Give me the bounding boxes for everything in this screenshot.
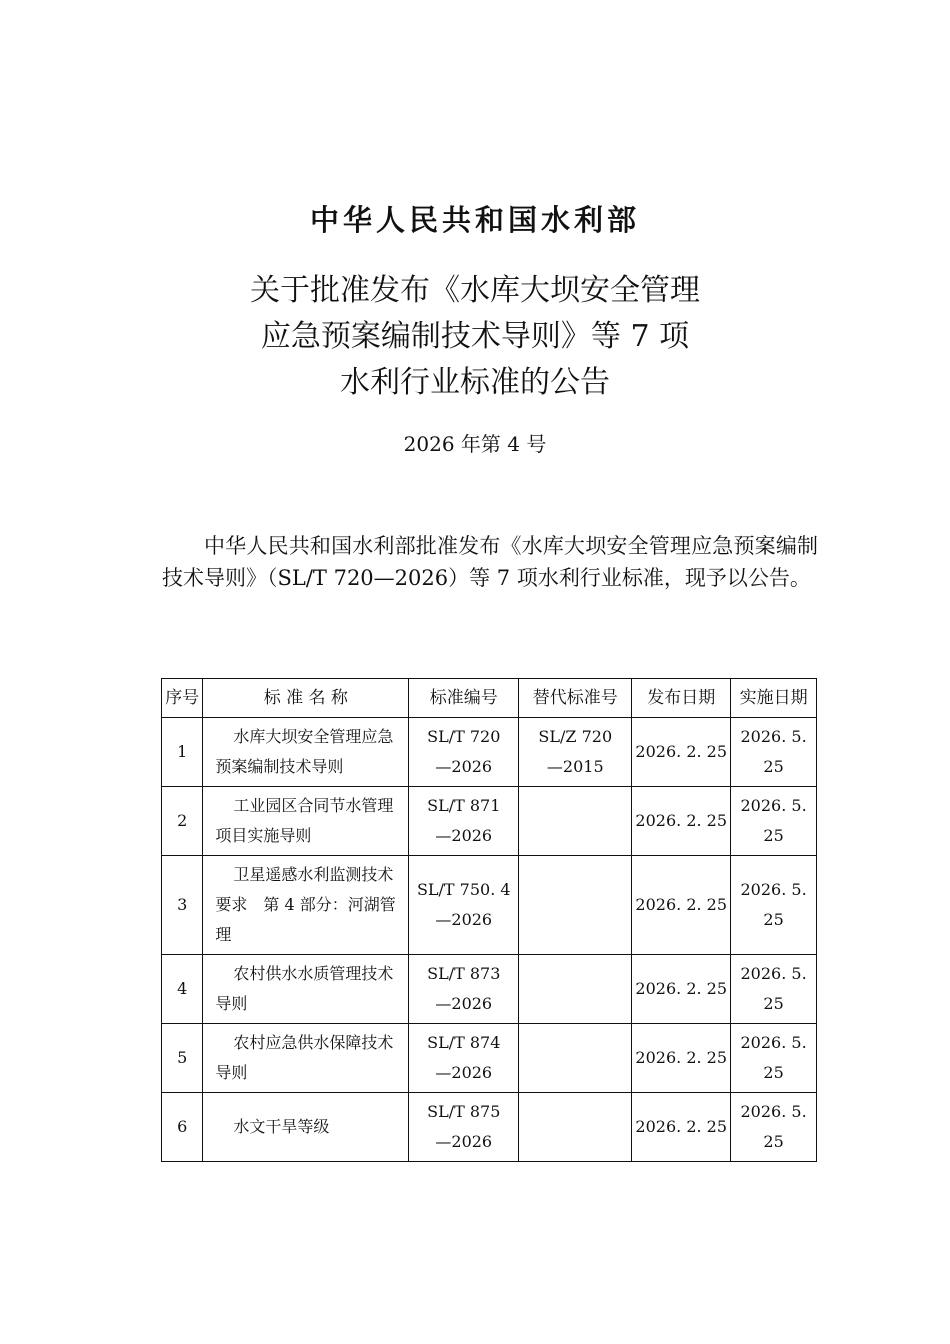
publish-date: 2026. 2. 25 [632,1093,731,1162]
replaced-standard: SL/Z 720 —2015 [519,718,632,787]
table-row [162,856,817,955]
row-no: 4 [162,955,203,1024]
publish-date: 2026. 2. 25 [632,1024,731,1093]
effective-date: 2026. 5. 25 [731,1093,817,1162]
document-number: 2026 年第 4 号 [403,432,547,456]
standards-table [161,678,817,1162]
publish-date: 2026. 2. 25 [632,955,731,1024]
standard-name: 工业园区合同节水管理项目实施导则 [203,787,409,856]
publish-date: 2026. 2. 25 [632,718,731,787]
standard-code: SL/T 875 —2026 [409,1093,519,1162]
row-no: 1 [162,718,203,787]
table-row [162,1024,817,1093]
standard-code: SL/T 873 —2026 [409,955,519,1024]
effective-date: 2026. 5. 25 [731,955,817,1024]
standard-code: SL/T 874 —2026 [409,1024,519,1093]
standard-code: SL/T 720 —2026 [409,718,519,787]
row-no: 3 [162,856,203,955]
header-code: 标准编号 [409,679,519,718]
effective-date: 2026. 5. 25 [731,787,817,856]
title-line-3: 水利行业标准的公告 [340,365,610,400]
replaced-standard [519,955,632,1024]
replaced-standard [519,787,632,856]
replaced-standard [519,1093,632,1162]
header-replaced: 替代标准号 [519,679,632,718]
standard-name: 农村应急供水保障技术导则 [203,1024,409,1093]
standard-name: 水文干旱等级 [203,1093,409,1162]
standard-name: 卫星遥感水利监测技术要求 第 4 部分：河湖管理 [203,856,409,955]
table-row [162,787,817,856]
title-line-1: 关于批准发布《水库大坝安全管理 [250,273,700,308]
standard-name: 水库大坝安全管理应急预案编制技术导则 [203,718,409,787]
standard-code: SL/T 750. 4 —2026 [409,856,519,955]
header-no: 序号 [162,679,203,718]
publish-date: 2026. 2. 25 [632,787,731,856]
table-row [162,718,817,787]
announcement-title [0,268,950,406]
header-name: 标 准 名 称 [203,679,409,718]
effective-date: 2026. 5. 25 [731,1024,817,1093]
table-header-row [162,679,817,718]
header-publish-date: 发布日期 [632,679,731,718]
effective-date: 2026. 5. 25 [731,856,817,955]
table-row [162,1093,817,1162]
standard-name: 农村供水水质管理技术导则 [203,955,409,1024]
row-no: 6 [162,1093,203,1162]
row-no: 2 [162,787,203,856]
header-effective-date: 实施日期 [731,679,817,718]
standard-code: SL/T 871 —2026 [409,787,519,856]
publish-date: 2026. 2. 25 [632,856,731,955]
announcement-paragraph: 中华人民共和国水利部批准发布《水库大坝安全管理应急预案编制技术导则》（SL/T 720—2026）等 7 项水利行业标准，现予以公告。 [162,534,818,590]
title-line-2: 应急预案编制技术导则》等 7 项 [260,319,690,354]
replaced-standard [519,1024,632,1093]
effective-date: 2026. 5. 25 [731,718,817,787]
issuing-ministry: 中华人民共和国水利部 [309,203,640,237]
row-no: 5 [162,1024,203,1093]
replaced-standard [519,856,632,955]
table-row [162,955,817,1024]
